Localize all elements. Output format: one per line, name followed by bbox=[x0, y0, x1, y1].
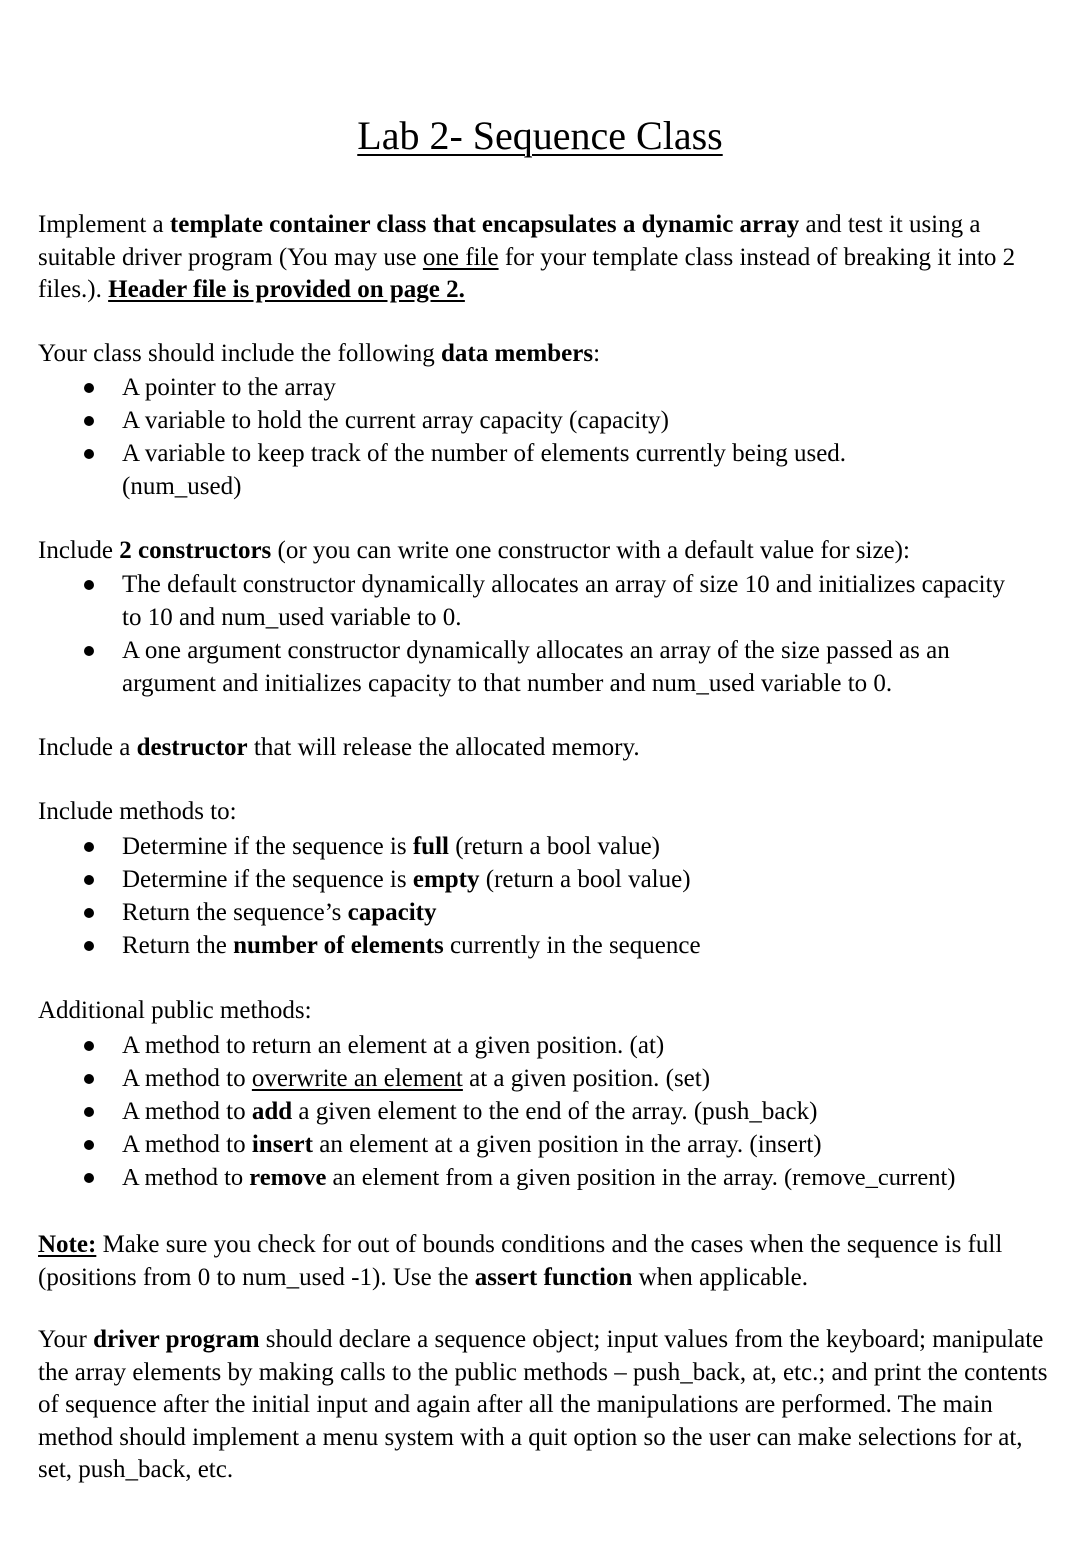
list-item bbox=[0, 863, 1080, 896]
driver-text-1: Your bbox=[38, 1326, 94, 1353]
bullet-icon bbox=[84, 580, 94, 590]
list-item-pre: Return the bbox=[122, 932, 234, 959]
data-members-text-2: : bbox=[593, 340, 601, 367]
list-item-pre: A method to bbox=[122, 1065, 252, 1092]
list-item-text: The default constructor dynamically allocates an array of size 10 and initializes capacity to 10 and num_used variable to 0. bbox=[122, 571, 1005, 631]
data-members-text-1: Your class should include the following bbox=[38, 340, 441, 367]
data-members-heading bbox=[38, 338, 1038, 371]
list-item bbox=[0, 896, 1080, 929]
list-item-underline: overwrite an element bbox=[251, 1065, 463, 1092]
header-file-link: Header file is provided on page 2. bbox=[108, 276, 465, 303]
data-members-bold: data members bbox=[441, 340, 594, 367]
list-item bbox=[0, 1062, 1080, 1095]
list-item-bold: full bbox=[412, 833, 449, 860]
list-item-pre: Return the sequence’s bbox=[122, 899, 348, 926]
bullet-icon bbox=[84, 383, 94, 393]
list-item-text: A variable to hold the current array capacity (capacity) bbox=[122, 407, 669, 434]
destructor-paragraph bbox=[38, 732, 1038, 765]
driver-paragraph bbox=[38, 1324, 1058, 1487]
list-item bbox=[0, 437, 1080, 503]
list-item-bold: capacity bbox=[347, 899, 437, 926]
intro-text-1: Implement a bbox=[38, 211, 170, 238]
list-item-text: A method to return an element at a given position. (at) bbox=[122, 1032, 665, 1059]
list-item bbox=[0, 568, 1080, 634]
constructors-text-2: (or you can write one constructor with a default value for size): bbox=[271, 537, 910, 564]
data-members-list bbox=[0, 371, 1080, 503]
note-paragraph bbox=[38, 1229, 1058, 1294]
list-item-pre: Determine if the sequence is bbox=[122, 866, 413, 893]
list-item bbox=[0, 1161, 1080, 1194]
bullet-icon bbox=[84, 416, 94, 426]
bullet-icon bbox=[84, 842, 94, 852]
destructor-text-2: that will release the allocated memory. bbox=[247, 734, 640, 761]
list-item-post: a given element to the end of the array. (push_back) bbox=[292, 1098, 818, 1125]
constructors-heading bbox=[38, 535, 1038, 568]
list-item bbox=[0, 1095, 1080, 1128]
list-item-pre: Determine if the sequence is bbox=[122, 833, 413, 860]
destructor-text-1: Include a bbox=[38, 734, 137, 761]
intro-bold-1: template container class that encapsulates a dynamic array bbox=[169, 211, 800, 238]
additional-list bbox=[0, 1029, 1080, 1194]
bullet-icon bbox=[84, 941, 94, 951]
constructors-text-1: Include bbox=[38, 537, 120, 564]
list-item-bold: remove bbox=[249, 1164, 327, 1191]
list-item bbox=[0, 1128, 1080, 1161]
list-item-pre: A method to bbox=[122, 1131, 252, 1158]
methods-list bbox=[0, 830, 1080, 962]
bullet-icon bbox=[84, 646, 94, 656]
driver-bold: driver program bbox=[93, 1326, 260, 1353]
bullet-icon bbox=[84, 1107, 94, 1117]
note-text-2: when applicable. bbox=[632, 1263, 809, 1291]
intro-text-2: and test it using a suitable driver program (You may use bbox=[38, 211, 981, 271]
methods-heading: Include methods to: bbox=[38, 798, 237, 825]
list-item-bold: insert bbox=[251, 1131, 313, 1158]
list-item-post: an element from a given position in the array. (remove_current) bbox=[326, 1164, 956, 1191]
bullet-icon bbox=[84, 875, 94, 885]
list-item-post: an element at a given position in the array. (insert) bbox=[312, 1131, 822, 1158]
list-item bbox=[0, 634, 1080, 700]
list-item-bold: empty bbox=[412, 866, 480, 893]
list-item-post: at a given position. (set) bbox=[462, 1065, 711, 1092]
note-text-1: Make sure you check for out of bounds conditions and the cases when the sequence is full (positions from 0 to num_used -1). Use the bbox=[38, 1231, 1003, 1291]
list-item-post: currently in the sequence bbox=[443, 932, 701, 959]
note-bold: assert function bbox=[474, 1263, 633, 1291]
list-item bbox=[0, 371, 1080, 404]
constructors-list bbox=[0, 568, 1080, 700]
destructor-bold: destructor bbox=[136, 734, 248, 761]
page-title: Lab 2- Sequence Class bbox=[357, 113, 723, 158]
bullet-icon bbox=[84, 908, 94, 918]
bullet-icon bbox=[84, 449, 94, 459]
list-item-bold: number of elements bbox=[233, 932, 444, 959]
constructors-bold: 2 constructors bbox=[119, 537, 272, 564]
list-item bbox=[0, 830, 1080, 863]
list-item bbox=[0, 929, 1080, 962]
additional-heading: Additional public methods: bbox=[38, 997, 312, 1024]
list-item-post: (return a bool value) bbox=[479, 866, 691, 893]
list-item bbox=[0, 404, 1080, 437]
bullet-icon bbox=[84, 1041, 94, 1051]
list-item bbox=[0, 1029, 1080, 1062]
intro-paragraph bbox=[38, 209, 1038, 307]
intro-text-3: for your template class instead of breaking it into 2 files.). bbox=[38, 243, 1016, 303]
list-item-bold: add bbox=[251, 1098, 293, 1125]
list-item-text: A pointer to the array bbox=[122, 374, 336, 401]
intro-underline-1: one file bbox=[422, 243, 499, 271]
bullet-icon bbox=[84, 1140, 94, 1150]
list-item-text: A one argument constructor dynamically allocates an array of the size passed as an argument and initializes capacity to that number and num_used variable to 0. bbox=[122, 637, 950, 697]
list-item-pre: A method to bbox=[122, 1164, 250, 1191]
bullet-icon bbox=[84, 1074, 94, 1084]
list-item-text: A variable to keep track of the number of elements currently being used. (num_used) bbox=[122, 440, 847, 500]
driver-text-2: should declare a sequence object; input values from the keyboard; manipulate the array elements by making calls to the public methods – push_back, at, etc.; and print the contents of sequence after the initial input and again after all the manipulations are performed. The main method should implement a menu system with a quit option so the user can make selections for at, set, push_back, etc. bbox=[38, 1326, 1048, 1483]
list-item-pre: A method to bbox=[122, 1098, 252, 1125]
bullet-icon bbox=[84, 1173, 94, 1183]
note-label: Note: bbox=[38, 1231, 97, 1258]
list-item-post: (return a bool value) bbox=[448, 833, 661, 860]
